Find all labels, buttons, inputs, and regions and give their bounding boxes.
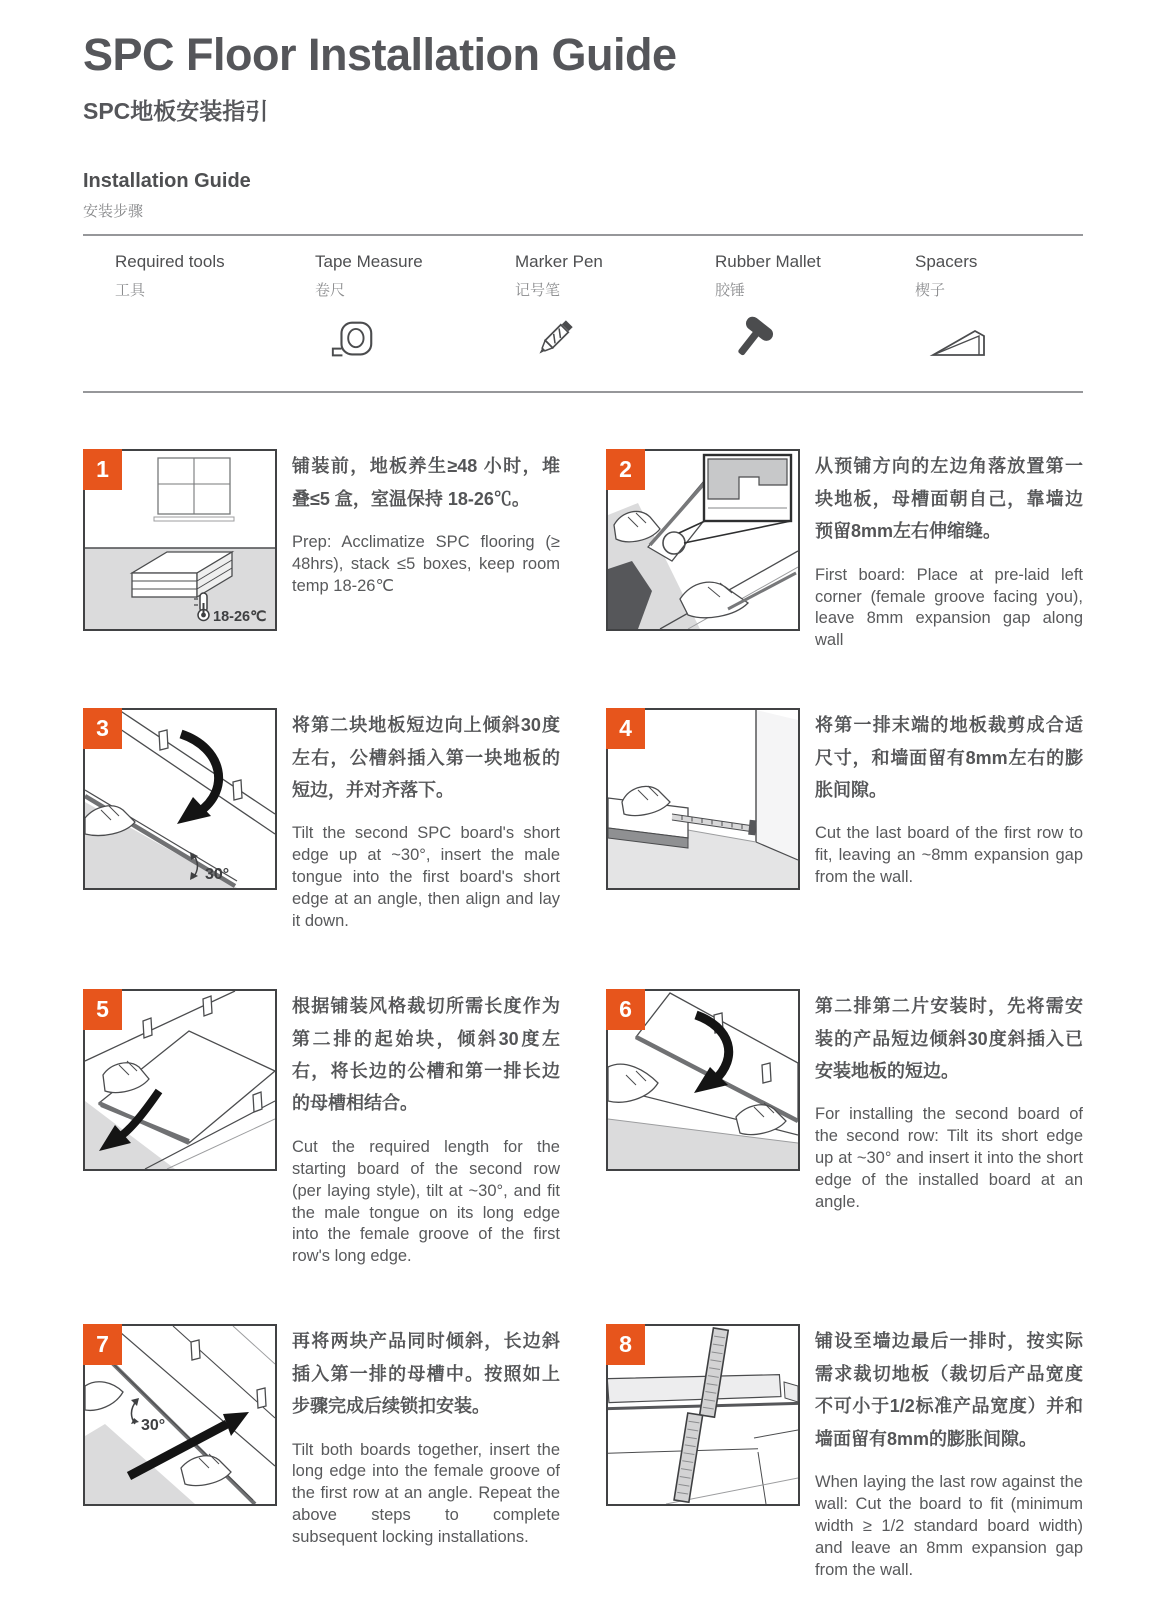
tool-rubber-mallet (683, 252, 883, 364)
step-1-figure (83, 449, 277, 631)
step-1 (83, 449, 560, 652)
tools-header-label-zh: 工具 (115, 282, 146, 300)
step-7 (83, 1324, 560, 1581)
tools-header-label: Required tools (115, 252, 225, 272)
tool-marker-pen (483, 252, 683, 364)
tools-header-column (83, 252, 283, 364)
step-8 (606, 1324, 1083, 1581)
step-number-badge: 7 (83, 1324, 122, 1365)
tools-row (83, 236, 1083, 378)
step-2-figure (606, 449, 800, 631)
step-number-badge: 4 (606, 708, 645, 749)
step-en-text: Cut the last board of the first row to fit, leaving an ~8mm expansion gap from the wall. (815, 824, 1083, 887)
tool-label-zh: 记号笔 (515, 282, 561, 300)
step-en-text: Tilt both boards together, insert the long edge into the female groove of the first row at an angle. Repeat the above steps to complete subsequent locking installations. (292, 1440, 560, 1547)
step-zh-text: 铺装前，地板养生≥48 小时，堆叠≤5 盒，室温保持 18-26℃。 (292, 456, 560, 509)
step-5-figure (83, 989, 277, 1171)
step-en-text: Tilt the second SPC board's short edge up at ~30°, insert the male tongue into the first board's short edge at an angle, then align and lay it down. (292, 824, 560, 931)
step-zh-text: 第二排第二片安装时，先将需安装的产品短边倾斜30度斜插入已安装地板的短边。 (815, 996, 1083, 1081)
tape-measure-icon (315, 312, 483, 364)
step-zh-text: 从预铺方向的左边角落放置第一块地板，母槽面朝自己，靠墙边预留8mm左右伸缩缝。 (815, 456, 1083, 542)
step-number-badge: 3 (83, 708, 122, 749)
angle-label: 30° (141, 1417, 166, 1435)
step-zh-text: 再将两块产品同时倾斜，长边斜插入第一排的母槽中。按照如上步骤完成后续锁扣安装。 (292, 1331, 560, 1417)
step-zh-text: 根据铺装风格裁切所需长度作为第二排的起始块，倾斜30度左右，将长边的公槽和第一排长边的母槽相结合。 (292, 996, 560, 1114)
section-title: Installation Guide (83, 170, 251, 193)
spacer-wedge-icon (915, 312, 1083, 364)
step-en-text: Cut the required length for the starting board of the second row (per laying style), tilt at ~30°, and fit the male tongue on its long edge into the female groove of the first row's long edge. (292, 1137, 560, 1266)
step-7-figure (83, 1324, 277, 1506)
step-en-text: First board: Place at pre-laid left corner (female groove facing you), leave 8mm expansion gap along wall (815, 565, 1083, 650)
tool-label: Tape Measure (315, 252, 423, 272)
marker-pen-icon (515, 312, 683, 364)
spacer-wedge (159, 730, 168, 750)
tool-label: Marker Pen (515, 252, 603, 272)
step-zh-text: 铺设至墙边最后一排时，按实际需求裁切地板（裁切后产品宽度不可小于1/2标准产品宽度）并和墙面留有8mm的膨胀间隙。 (815, 1331, 1083, 1449)
tool-label: Rubber Mallet (715, 252, 821, 272)
step-number-badge: 1 (83, 449, 122, 490)
angle-label: 30° (205, 866, 230, 884)
rubber-mallet-icon (715, 312, 883, 364)
left-hand (608, 1064, 658, 1102)
tool-label: Spacers (915, 252, 978, 272)
step-6 (606, 989, 1083, 1268)
tool-label-zh: 胶锤 (715, 282, 746, 300)
step-number-badge: 6 (606, 989, 645, 1030)
step-3 (83, 708, 560, 933)
spacer-wedge (257, 1388, 266, 1408)
step-6-figure (606, 989, 800, 1171)
right-hand (181, 1456, 231, 1486)
spacer-wedge (143, 1018, 152, 1038)
steps-grid (83, 449, 1083, 1581)
tool-label-zh: 楔子 (915, 282, 946, 300)
page-subtitle-zh: SPC地板安装指引 (83, 98, 269, 125)
step-zh-text: 将第一排末端的地板裁剪成合适尺寸，和墙面留有8mm左右的膨胀间隙。 (815, 715, 1083, 801)
step-2 (606, 449, 1083, 652)
step-number-badge: 8 (606, 1324, 645, 1365)
step-number-badge: 5 (83, 989, 122, 1030)
tool-label-zh: 卷尺 (315, 282, 346, 300)
step-en-text: Prep: Acclimatize SPC flooring (≥ 48hrs), stack ≤5 boxes, keep room temp 18-26℃ (292, 533, 560, 596)
left-hand (85, 1382, 123, 1411)
divider-bottom (83, 391, 1083, 393)
step-en-text: For installing the second board of the second row: Tilt its short edge up at ~30° and insert it into the short edge of the installed board at an angle. (815, 1105, 1083, 1212)
spacer-wedge (203, 996, 212, 1016)
spacer-wedge (762, 1063, 771, 1083)
step-4-figure (606, 708, 800, 890)
page-title: SPC Floor Installation Guide (83, 29, 677, 80)
step-5 (83, 989, 560, 1268)
tool-tape-measure (283, 252, 483, 364)
step-zh-text: 将第二块地板短边向上倾斜30度左右，公槽斜插入第一块地板的短边，并对齐落下。 (292, 715, 560, 801)
groove-callout (704, 455, 791, 521)
spacer-wedge (253, 1092, 262, 1112)
step-8-figure (606, 1324, 800, 1506)
step-en-text: When laying the last row against the wall: Cut the board to fit (minimum width ≥ 1/2 standard board width) and leave an 8mm expansion gap from the wall. (815, 1472, 1083, 1579)
step-3-figure (83, 708, 277, 890)
pull-bar (674, 1326, 728, 1504)
step-4 (606, 708, 1083, 933)
step-number-badge: 2 (606, 449, 645, 490)
temperature-label: 18-26℃ (213, 609, 267, 626)
tool-spacers (883, 252, 1083, 364)
section-title-zh: 安装步骤 (83, 203, 144, 221)
spacer-wedge (233, 780, 242, 800)
section-heading (83, 170, 1083, 221)
right-hand (680, 583, 748, 619)
spacer-wedge (191, 1340, 200, 1360)
